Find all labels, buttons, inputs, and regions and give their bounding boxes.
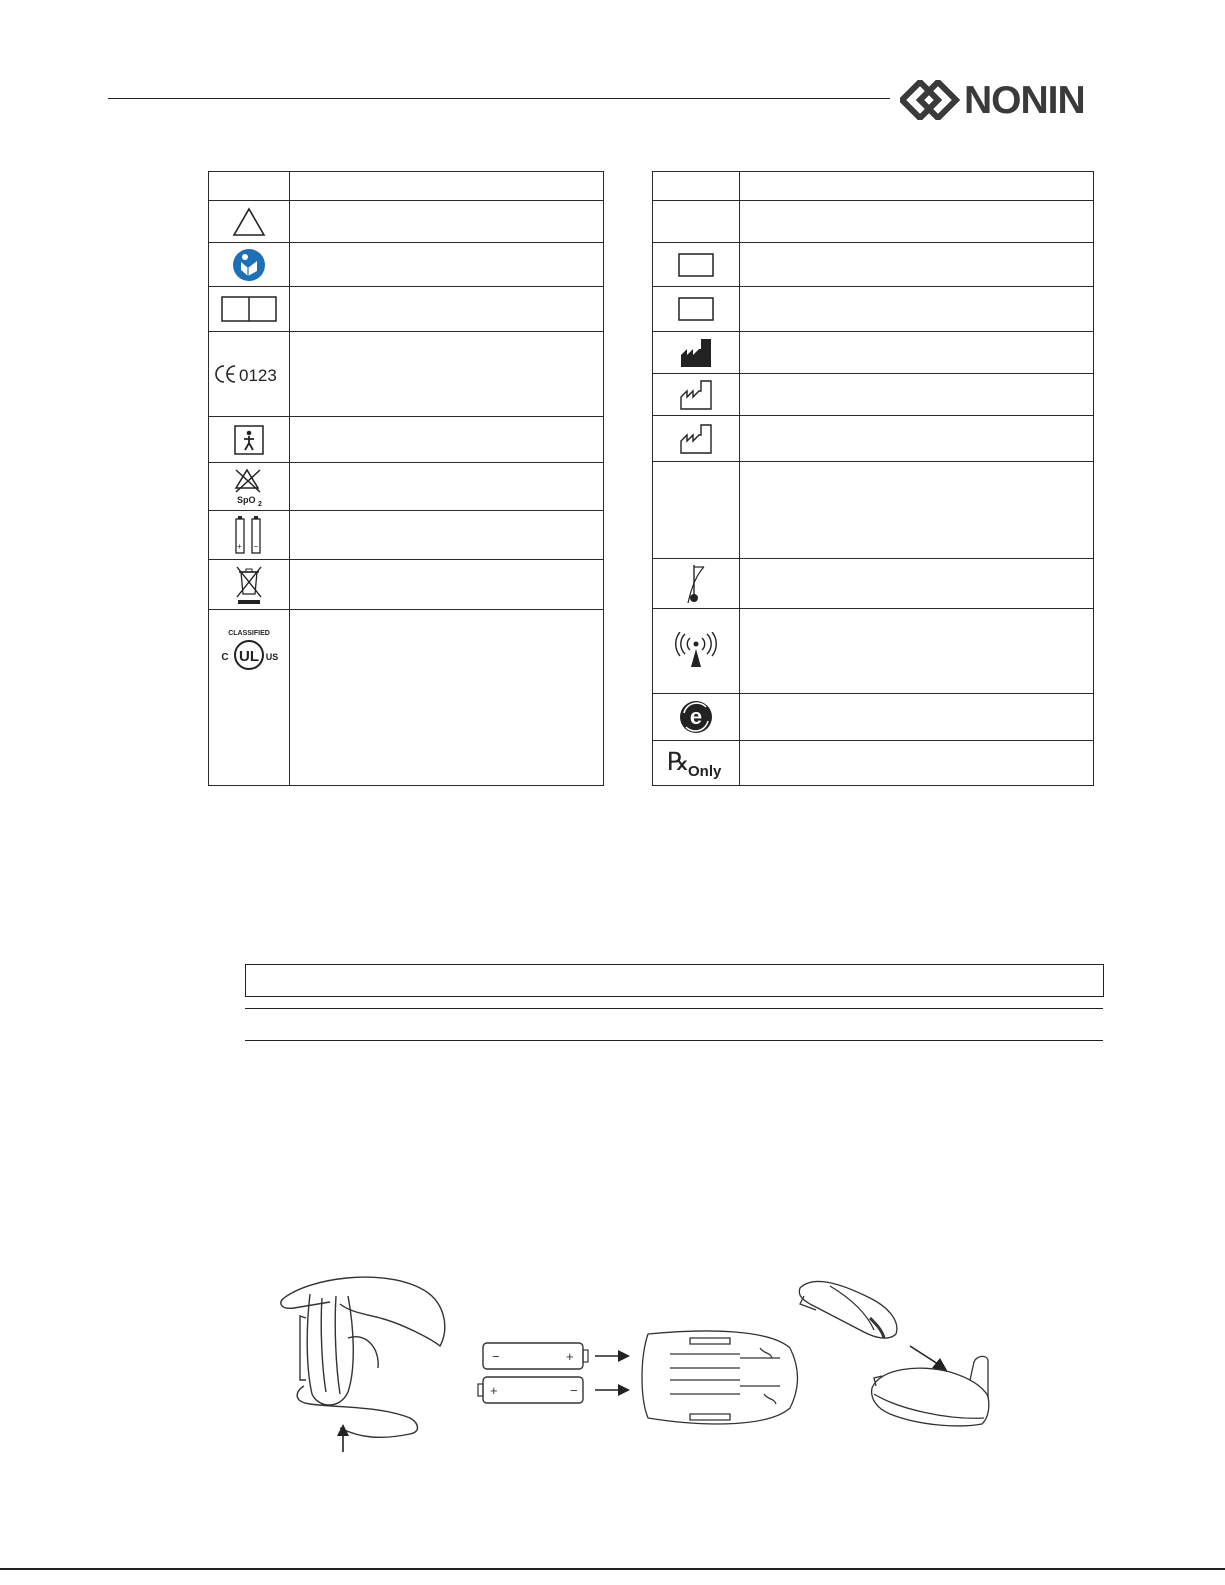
svg-text:−: −	[570, 1383, 578, 1398]
svg-text:US: US	[265, 652, 279, 662]
follow-instructions-icon	[232, 248, 266, 282]
table-row	[653, 559, 1094, 609]
double-box-icon	[221, 296, 277, 322]
date-of-manufacture-icon	[679, 379, 713, 411]
table-row	[209, 463, 604, 511]
table-row	[653, 332, 1094, 374]
aa-battery-top	[483, 1343, 588, 1369]
svg-text:UL: UL	[239, 648, 259, 665]
nonin-diamond-logo-icon	[900, 80, 960, 120]
table-row	[653, 609, 1094, 694]
svg-text:−: −	[492, 1349, 500, 1364]
push-up-arrow-icon	[337, 1424, 349, 1452]
header-rule	[108, 98, 890, 99]
table-row	[653, 201, 1094, 243]
ce-mark-icon	[214, 362, 284, 386]
footer-rule	[0, 1568, 1225, 1570]
table-row	[653, 416, 1094, 462]
nonin-logo	[900, 78, 1105, 122]
rx-only-icon	[666, 746, 726, 780]
table-row	[653, 243, 1094, 287]
box-icon	[678, 253, 714, 277]
table-row	[209, 243, 604, 287]
temperature-limit-icon	[684, 563, 708, 605]
svg-text:+: +	[490, 1383, 498, 1398]
table-header-cell	[209, 172, 290, 201]
svg-text:2: 2	[258, 500, 262, 508]
no-spo2-alarms-icon	[232, 466, 266, 508]
box-icon	[678, 297, 714, 321]
svg-text:e: e	[689, 704, 703, 729]
svg-text:Only: Only	[688, 763, 722, 780]
svg-text:CLASSIFIED: CLASSIFIED	[228, 630, 270, 637]
svg-text:0123: 0123	[239, 366, 277, 385]
table-row	[653, 741, 1094, 786]
battery-cover-illustration	[799, 1281, 897, 1338]
table-row	[209, 287, 604, 332]
table-row	[653, 462, 1094, 559]
type-bf-applied-part-icon	[234, 425, 264, 455]
aa-battery-bottom	[478, 1377, 583, 1403]
left-symbol-table	[208, 171, 604, 786]
insert-arrow-icon	[595, 1350, 630, 1362]
table-row	[209, 417, 604, 463]
svg-text:C: C	[221, 652, 229, 663]
weee-crossed-bin-icon	[234, 564, 264, 606]
svg-text:+: +	[237, 542, 242, 551]
table-header-cell	[290, 172, 604, 201]
hand-holding-device-illustration	[281, 1277, 445, 1437]
table-row	[653, 287, 1094, 332]
insert-arrow-icon	[595, 1384, 630, 1396]
non-ionizing-radiation-icon	[674, 632, 718, 670]
table-header-row	[209, 172, 604, 201]
callout-rule-top	[245, 1008, 1103, 1009]
warning-triangle-icon	[232, 207, 266, 237]
table-row	[209, 560, 604, 610]
date-of-manufacture-icon	[679, 423, 713, 455]
right-symbol-table	[652, 171, 1094, 786]
table-header-cell	[653, 172, 740, 201]
table-row	[209, 332, 604, 417]
table-header-cell	[740, 172, 1094, 201]
brand-name: NONIN	[964, 78, 1085, 122]
svg-text:+: +	[566, 1349, 574, 1364]
manufacturer-filled-icon	[679, 337, 713, 369]
table-row	[209, 201, 604, 243]
table-row	[209, 511, 604, 560]
table-row	[653, 694, 1094, 741]
battery-compartment-illustration	[642, 1331, 798, 1424]
table-row	[653, 374, 1094, 416]
table-header-row	[653, 172, 1094, 201]
svg-text:℞: ℞	[667, 747, 690, 776]
callout-rule-bottom	[245, 1040, 1103, 1041]
ul-classified-icon	[219, 626, 279, 674]
battery-installation-figure	[270, 1268, 1030, 1458]
svg-text:SpO: SpO	[237, 494, 256, 505]
battery-polarity-icon	[232, 515, 266, 555]
table-row	[209, 610, 604, 786]
callout-box	[245, 964, 1104, 997]
china-rohs-e-icon	[676, 699, 716, 735]
svg-text:−: −	[253, 542, 259, 551]
device-base-illustration	[872, 1356, 989, 1425]
